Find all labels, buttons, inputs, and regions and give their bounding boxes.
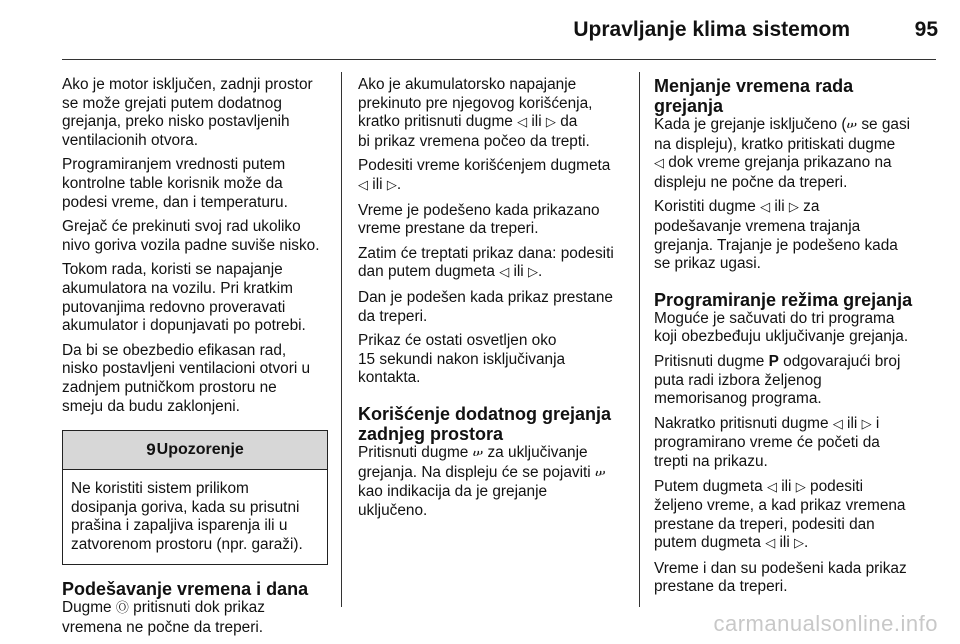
left-arrow-icon: ◁	[654, 156, 664, 172]
left-arrow-icon: ◁	[499, 265, 510, 281]
paragraph-set-time: Podesiti vreme korišćenjem dugmeta ◁ ili ▷.	[358, 157, 611, 193]
paragraph-display-lit: Prikaz će ostati osvetljen oko 15 sekundi nakon isključivanja kontakta.	[358, 332, 566, 387]
section-heading-heating-time: Menjanje vremena rada grejanja	[654, 76, 854, 116]
paragraph-battery-interrupted: Ako je akumulatorsko napajanje prekinuto pre njegovog korišćenja, kratko pritisnuti dugme ◁ ili ▷ da bi prikaz vremena počeo da trepti.	[358, 76, 593, 150]
warning-box	[62, 430, 328, 565]
heater-icon: ሠ	[594, 465, 606, 481]
heater-icon: ሠ	[472, 445, 484, 461]
column-divider-1	[341, 72, 342, 607]
clock-icon: Ⓞ	[115, 601, 129, 617]
right-arrow-icon: ▷	[386, 177, 397, 193]
section-heading-heating-mode: Programiranje režima grejanja	[654, 289, 913, 310]
paragraph-heating-button: Pritisnuti dugme ሠ za uključivanje grejanja. Na displeju će se pojaviti ሠ kao indikacija da je grejanje uključeno.	[358, 443, 606, 519]
left-arrow-icon: ◁	[358, 177, 368, 193]
right-arrow-icon: ▷	[788, 200, 799, 216]
paragraph-heating-duration: Koristiti dugme ◁ ili ▷ za podešavanje vremena trajanja grejanja. Trajanje je podešeno kada se prikaz ugasi.	[654, 198, 898, 273]
paragraph-fuel-level: Grejač će prekinuti svoj rad ukoliko nivo goriva vozila padne suviše nisko.	[62, 218, 320, 254]
left-arrow-icon: ◁	[766, 479, 777, 495]
right-arrow-icon: ▷	[545, 115, 556, 131]
paragraph-time-set: Vreme je podešeno kada prikazano vreme prestane da treperi.	[358, 201, 600, 238]
paragraph-battery: Tokom rada, koristi se napajanje akumulatora na vozilu. Pri kratkim putovanjima redovno proveravati akumulator i dopunjavati po potrebi.	[62, 261, 306, 335]
paragraph-program-time: Nakratko pritisnuti dugme ◁ ili ▷ i programirano vreme će početi da trepti na prikazu.	[654, 414, 880, 470]
warning-text: Ne koristiti sistem prilikom dosipanja goriva, kada su prisutni prašina i zapaljiva isparenja ili u zatvorenom prostoru (npr. garaži).	[71, 480, 303, 553]
paragraph-programming: Programiranjem vrednosti putem kontrolne table korisnik može da podesi vreme, dan i temperaturu.	[62, 156, 288, 211]
warning-body	[63, 470, 327, 564]
paragraph-program-set: Putem dugmeta ◁ ili ▷ podesiti željeno vreme, a kad prikaz vremena prestane da treperi, podesiti dan putem dugmeta ◁ ili ▷.	[654, 477, 906, 552]
warning-header	[63, 431, 327, 470]
left-arrow-icon: ◁	[765, 536, 776, 552]
paragraph-rear-heating: Ako je motor isključen, zadnji prostor se može grejati putem dodatnog grejanja, preko nisko postavljenih ventilacionih otvora.	[62, 76, 313, 149]
column-2	[358, 76, 628, 526]
right-arrow-icon: ▷	[794, 536, 805, 552]
paragraph-time-day-set: Vreme i dan su podešeni kada prikaz prestane da treperi.	[654, 559, 907, 596]
paragraph-three-programs: Moguće je sačuvati do tri programa koji obezbeđuju uključivanje grejanja.	[654, 309, 909, 346]
paragraph-p-button: Pritisnuti dugme P odgovarajući broj puta radi izbora željenog memorisanog programa.	[654, 352, 901, 408]
left-arrow-icon: ◁	[760, 200, 771, 216]
paragraph-time-day: Dugme Ⓞ pritisnuti dok prikaz vremena ne počne da treperi.	[62, 599, 265, 637]
heater-icon: ሠ	[846, 118, 858, 133]
paragraph-set-day: Zatim će treptati prikaz dana: podesiti dan putem dugmeta ◁ ili ▷.	[358, 244, 614, 281]
right-arrow-icon: ▷	[528, 265, 538, 281]
column-divider-2	[639, 72, 640, 607]
paragraph-vents: Da bi se obezbedio efikasan rad, nisko postavljeni ventilacioni otvori u zadnjem putničkom prostoru ne smeju da budu zaklonjeni.	[62, 341, 311, 415]
section-heading-time-day: Podešavanje vremena i dana	[62, 579, 309, 600]
watermark: carmanualsonline.info	[713, 611, 938, 636]
warning-title: Upozorenje	[156, 440, 244, 458]
left-arrow-icon: ◁	[832, 416, 843, 432]
page-number: 95	[914, 18, 938, 41]
paragraph-day-set: Dan je podešen kada prikaz prestane da treperi.	[358, 288, 613, 325]
column-1	[62, 76, 328, 644]
p-button-label: P	[768, 352, 779, 370]
left-arrow-icon: ◁	[517, 115, 528, 131]
right-arrow-icon: ▷	[861, 416, 872, 432]
column-3	[654, 76, 926, 603]
right-arrow-icon: ▷	[795, 479, 806, 495]
section-heading-rear-heating: Korišćenje dodatnog grejanja zadnjeg prostora	[358, 403, 612, 444]
page-header-title: Upravljanje klima sistemom	[573, 18, 850, 41]
header-rule	[62, 59, 936, 60]
warning-triangle-icon: 9	[146, 439, 156, 459]
paragraph-heating-off: Kada je grejanje isključeno (ሠ se gasi na displeju), kratko pritiskati dugme ◁ dok vreme grejanja prikazano na displeju ne počne da treperi.	[654, 116, 911, 191]
